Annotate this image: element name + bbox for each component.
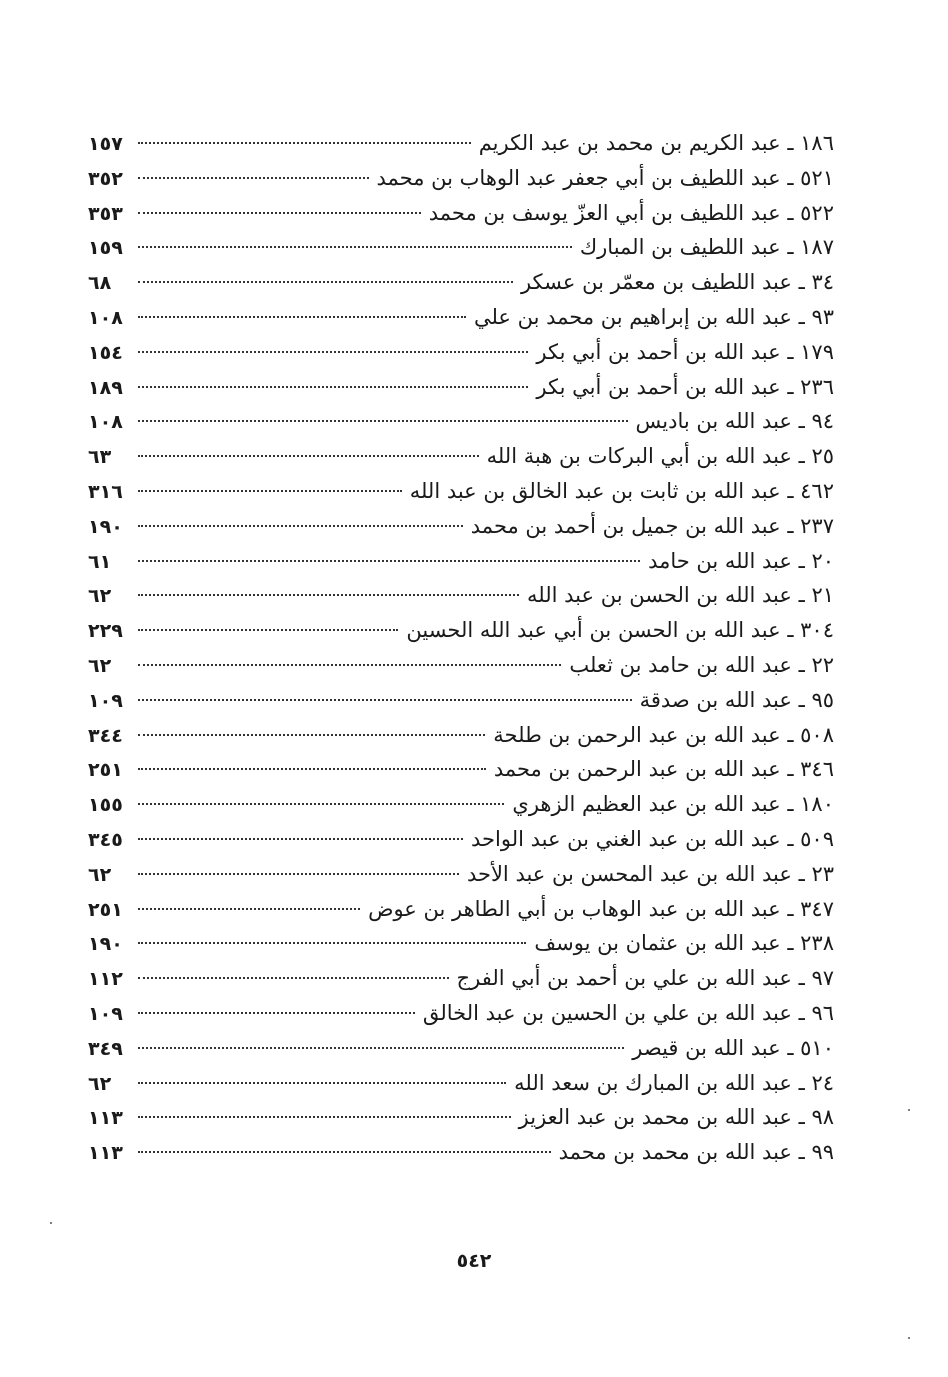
- index-entry: [88, 544, 834, 579]
- entry-page: ١٠٨: [88, 411, 123, 434]
- leader-dots: [138, 1012, 415, 1014]
- entry-page: ١٠٩: [88, 689, 123, 712]
- index-entry: [88, 822, 834, 857]
- index-entry: [88, 683, 834, 718]
- index-entry: [88, 404, 834, 439]
- entry-page: ٦٢: [88, 1072, 112, 1095]
- entry-page: ٢٥١: [88, 898, 123, 921]
- entry-page: ٣٥٣: [88, 202, 123, 225]
- leader-dots: [138, 908, 360, 910]
- leader-dots: [138, 420, 628, 422]
- entry-name: ٢٠ ـ عبد الله بن حامد: [648, 548, 834, 573]
- leader-dots: [138, 1151, 551, 1153]
- leader-dots: [138, 351, 528, 353]
- entry-page: ٣٥٢: [88, 167, 123, 190]
- index-entry: [88, 1031, 834, 1066]
- entry-page: ١١٣: [88, 1107, 123, 1130]
- index-entry: [88, 161, 834, 196]
- entry-name: ٩٦ ـ عبد الله بن علي بن الحسين بن عبد الخالق: [422, 1000, 834, 1025]
- entry-name: ٩٤ ـ عبد الله بن باديس: [635, 409, 834, 434]
- leader-dots: [138, 699, 632, 701]
- entry-page: ١٥٤: [88, 341, 123, 364]
- index-entry: [88, 1135, 834, 1170]
- index-entry: [88, 961, 834, 996]
- index-entry: [88, 718, 834, 753]
- entry-page: ١٩٠: [88, 933, 123, 956]
- entry-name: ٥٢١ ـ عبد اللطيف بن أبي جعفر عبد الوهاب بن محمد: [376, 165, 834, 190]
- entry-name: ٣٤ ـ عبد اللطيف بن معمّر بن عسكر: [520, 270, 834, 295]
- leader-dots: [138, 629, 398, 631]
- entry-name: ١٧٩ ـ عبد الله بن أحمد بن أبي بكر: [536, 339, 834, 364]
- entry-page: ١٩٠: [88, 515, 123, 538]
- index-entry: [88, 1100, 834, 1135]
- index-entry: [88, 1066, 834, 1101]
- entry-page: ٢٢٩: [88, 620, 123, 643]
- leader-dots: [138, 525, 463, 527]
- entry-name: ١٨٠ ـ عبد الله بن عبد العظيم الزهري: [512, 792, 834, 817]
- entry-name: ٩٨ ـ عبد الله بن محمد بن عبد العزيز: [518, 1105, 834, 1130]
- entry-name: ٢٣٧ ـ عبد الله بن جميل بن أحمد بن محمد: [470, 513, 834, 538]
- entry-page: ١١٢: [88, 968, 123, 991]
- entry-page: ٦٢: [88, 863, 112, 886]
- index-list: [88, 126, 834, 1170]
- entry-page: ٦٢: [88, 654, 112, 677]
- index-entry: [88, 996, 834, 1031]
- leader-dots: [138, 664, 561, 666]
- index-entry: [88, 509, 834, 544]
- index-entry: [88, 857, 834, 892]
- entry-name: ٩٩ ـ عبد الله بن محمد بن محمد: [558, 1140, 834, 1165]
- index-entry: [88, 230, 834, 265]
- entry-page: ٦٢: [88, 585, 112, 608]
- entry-page: ٣٤٤: [88, 724, 123, 747]
- entry-name: ٢١ ـ عبد الله بن الحسن بن عبد الله: [527, 583, 834, 608]
- entry-page: ٣٤٩: [88, 1037, 123, 1060]
- leader-dots: [138, 1047, 624, 1049]
- entry-name: ٥٠٨ ـ عبد الله بن عبد الرحمن بن طلحة: [493, 722, 834, 747]
- entry-page: ١٠٩: [88, 1002, 123, 1025]
- entry-name: ٤٦٢ ـ عبد الله بن ثابت بن عبد الخالق بن عبد الله: [409, 478, 834, 503]
- entry-name: ٩٥ ـ عبد الله بن صدقة: [639, 687, 834, 712]
- entry-page: ١٥٧: [88, 133, 123, 155]
- leader-dots: [138, 212, 421, 214]
- entry-page: ١١٣: [88, 1142, 123, 1165]
- leader-dots: [138, 316, 466, 318]
- entry-name: ٢٥ ـ عبد الله بن أبي البركات بن هبة الله: [486, 444, 834, 469]
- entry-page: ١٥٩: [88, 237, 123, 260]
- index-entry: [88, 439, 834, 474]
- entry-page: ١٥٥: [88, 794, 123, 817]
- scan-speck: [908, 1337, 910, 1339]
- entry-name: ٢٣٦ ـ عبد الله بن أحمد بن أبي بكر: [536, 374, 834, 399]
- entry-name: ٥١٠ ـ عبد الله بن قيصر: [632, 1035, 834, 1060]
- leader-dots: [138, 768, 486, 770]
- index-entry: [88, 370, 834, 405]
- leader-dots: [138, 455, 479, 457]
- entry-name: ٥٢٢ ـ عبد اللطيف بن أبي العزّ يوسف بن محمد: [428, 200, 834, 225]
- entry-name: ٢٤ ـ عبد الله بن المبارك بن سعد الله: [514, 1070, 834, 1095]
- leader-dots: [138, 873, 459, 875]
- entry-page: ٣١٦: [88, 480, 123, 503]
- entry-name: ١٨٦ ـ عبد الكريم بن محمد بن عبد الكريم: [478, 131, 834, 155]
- entry-name: ٢٢ ـ عبد الله بن حامد بن ثعلب: [569, 652, 834, 677]
- leader-dots: [138, 246, 572, 248]
- index-entry: [88, 335, 834, 370]
- index-entry: [88, 787, 834, 822]
- index-entry: [88, 648, 834, 683]
- leader-dots: [138, 803, 504, 805]
- leader-dots: [138, 1082, 506, 1084]
- entry-page: ٣٤٥: [88, 828, 123, 851]
- entry-name: ٢٣٨ ـ عبد الله بن عثمان بن يوسف: [534, 931, 834, 956]
- index-entry: [88, 578, 834, 613]
- scan-speck: [908, 1109, 910, 1111]
- entry-name: ٣٤٦ ـ عبد الله بن عبد الرحمن بن محمد: [493, 757, 834, 782]
- entry-page: ٦٣: [88, 446, 112, 469]
- index-entry: [88, 613, 834, 648]
- leader-dots: [138, 734, 485, 736]
- leader-dots: [138, 942, 526, 944]
- entry-name: ٢٣ ـ عبد الله بن عبد المحسن بن عبد الأحد: [466, 861, 834, 886]
- entry-name: ٥٠٩ ـ عبد الله بن عبد الغني بن عبد الواحد: [471, 826, 834, 851]
- index-entry: [88, 926, 834, 961]
- leader-dots: [138, 177, 369, 179]
- index-entry: [88, 892, 834, 927]
- leader-dots: [138, 281, 513, 283]
- leader-dots: [138, 594, 519, 596]
- entry-page: ٦٨: [88, 272, 112, 295]
- index-entry: [88, 265, 834, 300]
- entry-name: ٩٧ ـ عبد الله بن علي بن أحمد بن أبي الفرج: [456, 966, 834, 991]
- index-entry: [88, 196, 834, 231]
- index-entry: [88, 300, 834, 335]
- index-entry: [88, 474, 834, 509]
- leader-dots: [138, 560, 640, 562]
- entry-name: ١٨٧ ـ عبد اللطيف بن المبارك: [579, 235, 834, 260]
- leader-dots: [138, 490, 402, 492]
- leader-dots: [138, 838, 463, 840]
- entry-name: ٩٣ ـ عبد الله بن إبراهيم بن محمد بن علي: [473, 304, 834, 329]
- entry-name: ٣٠٤ ـ عبد الله بن الحسن بن أبي عبد الله الحسين: [406, 618, 834, 643]
- scan-speck: [50, 1222, 52, 1224]
- page-number: ٥٤٢: [456, 1250, 492, 1272]
- index-entry: [88, 126, 834, 161]
- entry-name: ٣٤٧ ـ عبد الله بن عبد الوهاب بن أبي الطاهر بن عوض: [368, 896, 834, 921]
- entry-page: ١٠٨: [88, 306, 123, 329]
- entry-page: ٢٥١: [88, 759, 123, 782]
- leader-dots: [138, 386, 528, 388]
- entry-page: ٦١: [88, 550, 112, 573]
- leader-dots: [138, 977, 449, 979]
- leader-dots: [138, 1116, 511, 1118]
- leader-dots: [138, 142, 471, 144]
- entry-page: ١٨٩: [88, 376, 123, 399]
- index-entry: [88, 752, 834, 787]
